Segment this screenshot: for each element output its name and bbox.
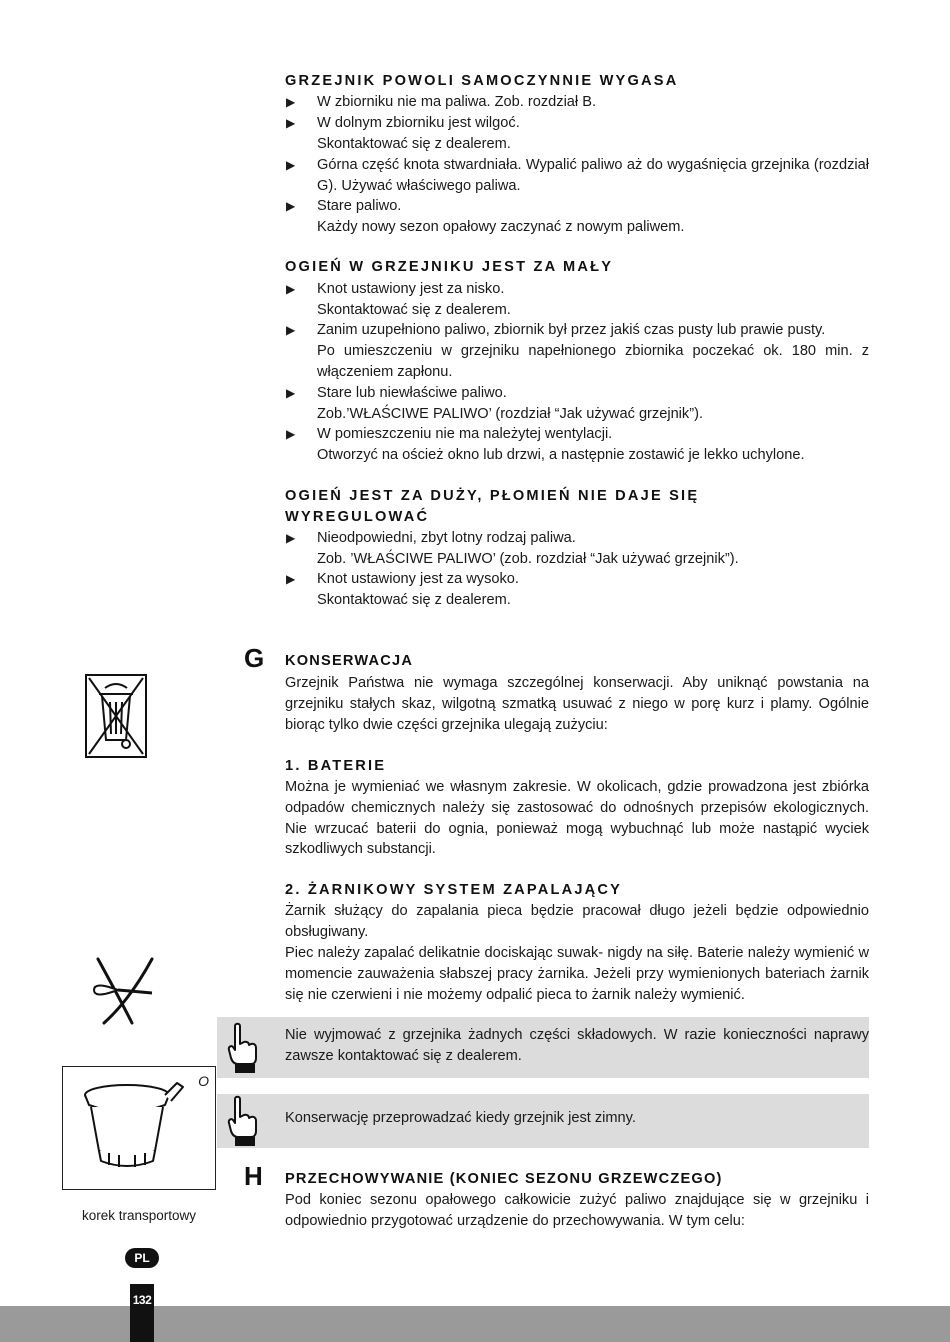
paragraph-zarnik-1: Żarnik służący do zapalania pieca będzie pracował długo jeżeli będzie odpowiednio obsługiwany. bbox=[285, 903, 869, 940]
item-text: Zanim uzupełniono paliwo, zbiornik był przez jakiś czas pusty lub prawie pusty. bbox=[317, 322, 826, 338]
weee-crossed-bin-icon bbox=[85, 674, 147, 764]
item-text: Po umieszczeniu w grzejniku napełnionego zbiornika poczekać ok. 180 min. z włączeniem zapłonu. bbox=[317, 342, 869, 380]
item-text: Knot ustawiony jest za nisko. bbox=[317, 281, 505, 297]
list-item bbox=[285, 279, 869, 321]
item-text: Nieodpowiedni, zbyt lotny rodzaj paliwa. bbox=[317, 530, 576, 546]
transport-cap-caption: korek transportowy bbox=[81, 1208, 197, 1223]
transport-cap-figure bbox=[62, 1066, 216, 1190]
list-item bbox=[285, 383, 869, 425]
item-text: Stare lub niewłaściwe paliwo. bbox=[317, 385, 507, 401]
bullet-arrow-icon: ▶ bbox=[286, 199, 296, 213]
heading-fire-large-line2: WYREGULOWAĆ bbox=[285, 509, 430, 525]
paragraph-zarnik-2: Piec należy zapalać delikatnie dociskając suwak- nigdy na siłę. Baterie należy wymienić w momencie zauważenia słabszej pracy żarnika. Jeżeli przy wymienionych bateriach żarnik się nie czerwieni i nie możemy odpalić pieca to żarnik należy wymienić. bbox=[285, 945, 869, 1003]
item-text: W dolnym zbiorniku jest wilgoć. bbox=[317, 115, 520, 131]
paragraph-konserwacja: Grzejnik Państwa nie wymaga szczególnej konserwacji. Aby uniknąć powstania na grzejniku stałych skaz, wilgotną szmatką usuwać z niego w porę kurz i plamy. Ogólnie biorąc tylko dwie części grzejnika ulegają zużyciu: bbox=[285, 675, 869, 733]
list-item bbox=[285, 569, 869, 611]
list-item bbox=[285, 113, 869, 155]
item-text: W pomieszczeniu nie ma należytej wentylacji. bbox=[317, 426, 613, 442]
paragraph-przechowywanie: Pod koniec sezonu opałowego całkowicie zużyć paliwo znajdujące się w grzejniku i odpowiednio przygotować urządzenie do przechowywania. W tym celu: bbox=[285, 1192, 869, 1229]
item-text: Otworzyć na oścież okno lub drzwi, a następnie zostawić je lekko uchylone. bbox=[317, 446, 805, 463]
note-box-1 bbox=[217, 1017, 869, 1078]
item-text: Każdy nowy sezon opałowy zaczynać z nowym paliwem. bbox=[317, 218, 685, 235]
note-box-2 bbox=[217, 1094, 869, 1148]
heading-konserwacja: KONSERWACJA bbox=[285, 653, 414, 669]
item-text: W zbiorniku nie ma paliwa. Zob. rozdział B. bbox=[317, 94, 597, 110]
bullet-arrow-icon: ▶ bbox=[286, 158, 296, 172]
page-number: 132 bbox=[132, 1293, 152, 1307]
heading-baterie: 1. BATERIE bbox=[285, 758, 387, 774]
heading-zarnik: 2. ŻARNIKOWY SYSTEM ZAPALAJĄCY bbox=[285, 882, 623, 898]
section-letter-g: G bbox=[244, 643, 265, 673]
bullet-arrow-icon: ▶ bbox=[286, 95, 296, 109]
bullet-arrow-icon: ▶ bbox=[286, 323, 296, 337]
paragraph-baterie: Można je wymieniać we własnym zakresie. W okolicach, gdzie prowadzona jest zbiórka odpadów chemicznych należy się zastosować do odnośnych przepisów ekologicznych. Nie wrzucać baterii do ognia, ponieważ mogą wybuchnąć lub może nastąpić wyciek szkodliwych substancji. bbox=[285, 779, 869, 858]
list-item bbox=[285, 92, 869, 113]
pointing-hand-icon bbox=[224, 1022, 260, 1074]
item-text: Zob. ’WŁAŚCIWE PALIWO’ (zob. rozdział “Jak używać grzejnik”). bbox=[317, 550, 739, 567]
heading-przechowywanie: PRZECHOWYWANIE (KONIEC SEZONU GRZEWCZEGO) bbox=[285, 1171, 723, 1187]
figure-corner-letter: O bbox=[198, 1073, 209, 1089]
heading-slow-out: GRZEJNIK POWOLI SAMOCZYNNIE WYGASA bbox=[285, 73, 679, 89]
bullet-arrow-icon: ▶ bbox=[286, 282, 296, 296]
bullet-arrow-icon: ▶ bbox=[286, 572, 296, 586]
item-text: Stare paliwo. bbox=[317, 198, 402, 214]
item-text: Górna część knota stwardniała. Wypalić paliwo aż do wygaśnięcia grzejnika (rozdział G). Używać właściwego paliwa. bbox=[317, 157, 869, 194]
heading-fire-large-line1: OGIEŃ JEST ZA DUŻY, PŁOMIEŃ NIE DAJE SIĘ bbox=[285, 488, 700, 504]
item-text: Skontaktować się z dealerem. bbox=[317, 301, 511, 318]
list-item bbox=[285, 155, 869, 197]
list-item bbox=[285, 320, 869, 382]
item-text: Skontaktować się z dealerem. bbox=[317, 135, 511, 152]
list-item bbox=[285, 196, 869, 238]
list-item bbox=[285, 424, 869, 466]
note-text-2: Konserwację przeprowadzać kiedy grzejnik jest zimny. bbox=[285, 1110, 636, 1126]
transport-cap-icon bbox=[79, 1079, 189, 1171]
note-text-1: Nie wyjmować z grzejnika żadnych części składowych. W razie konieczności naprawy zawsze kontaktować się z dealerem. bbox=[285, 1027, 869, 1064]
item-text: Skontaktować się z dealerem. bbox=[317, 591, 511, 608]
item-text: Knot ustawiony jest za wysoko. bbox=[317, 571, 519, 587]
language-badge: PL bbox=[125, 1248, 159, 1268]
item-text: Zob.’WŁAŚCIWE PALIWO’ (rozdział “Jak używać grzejnik”). bbox=[317, 405, 703, 422]
bullet-arrow-icon: ▶ bbox=[286, 427, 296, 441]
bullet-arrow-icon: ▶ bbox=[286, 116, 296, 130]
no-screwdriver-icon bbox=[88, 955, 164, 1027]
bullet-arrow-icon: ▶ bbox=[286, 386, 296, 400]
bullet-arrow-icon: ▶ bbox=[286, 531, 296, 545]
list-item bbox=[285, 528, 869, 570]
heading-fire-small: OGIEŃ W GRZEJNIKU JEST ZA MAŁY bbox=[285, 259, 614, 275]
section-letter-h: H bbox=[244, 1161, 263, 1191]
pointing-hand-icon bbox=[224, 1095, 260, 1147]
